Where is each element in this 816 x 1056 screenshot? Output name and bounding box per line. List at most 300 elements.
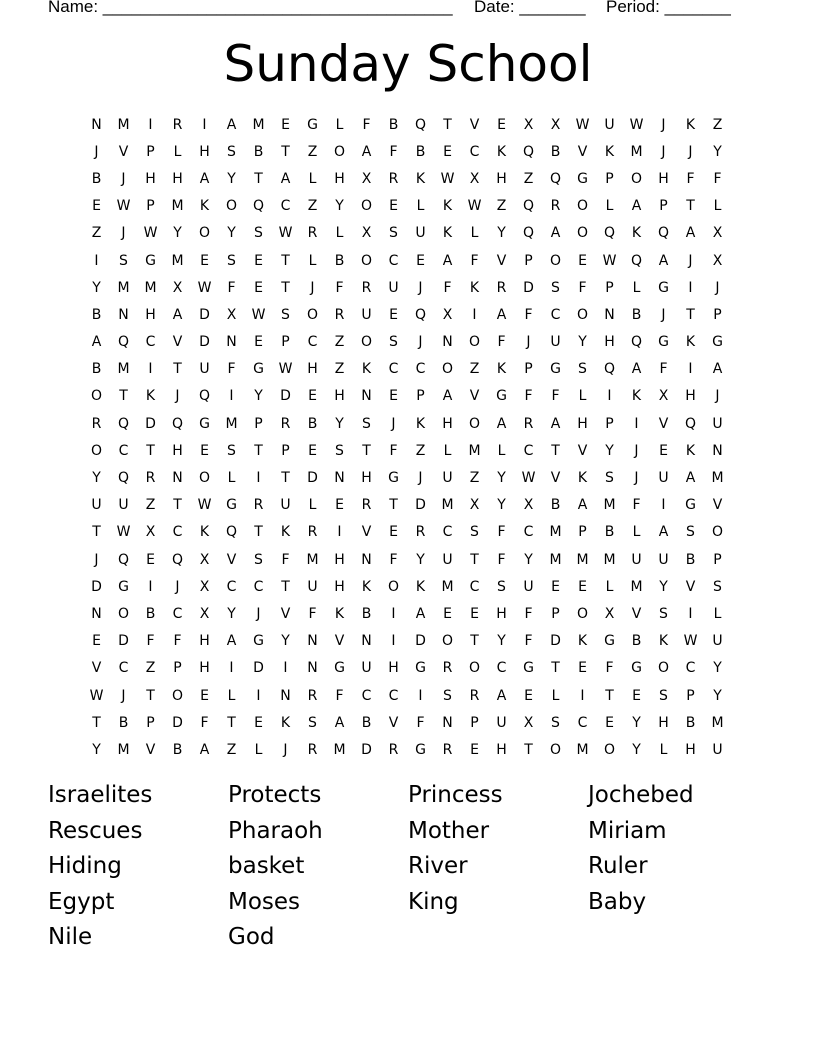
grid-letter: A xyxy=(361,143,372,160)
grid-letter: L xyxy=(254,741,263,758)
grid-letter: C xyxy=(442,524,453,541)
grid-letter: J xyxy=(121,170,126,187)
grid-letter: Q xyxy=(549,170,562,187)
grid-letter: B xyxy=(685,551,696,568)
grid-letter: V xyxy=(226,551,237,568)
grid-letter: Z xyxy=(145,497,156,514)
grid-letter: E xyxy=(200,442,209,459)
word-bank-item: Moses xyxy=(228,888,301,915)
grid-letter: T xyxy=(551,660,560,677)
grid-letter: Q xyxy=(171,415,184,432)
grid-letter: F xyxy=(281,551,290,568)
grid-letter: G xyxy=(523,660,534,677)
grid-letter: P xyxy=(524,361,533,378)
grid-letter: I xyxy=(688,279,693,296)
grid-letter: D xyxy=(118,633,129,650)
grid-letter: E xyxy=(470,605,479,622)
grid-letter: A xyxy=(442,252,453,269)
grid-letter: K xyxy=(334,605,345,622)
grid-letter: W xyxy=(440,170,455,187)
grid-letter: F xyxy=(173,633,182,650)
grid-letter: T xyxy=(254,524,263,541)
grid-letter: S xyxy=(605,470,614,487)
grid-letter: C xyxy=(388,361,399,378)
grid-letter: W xyxy=(116,198,131,215)
grid-letter: P xyxy=(173,660,182,677)
name-field-label: Name: _____________________________________ xyxy=(48,0,453,16)
grid-letter: T xyxy=(119,388,128,405)
grid-letter: U xyxy=(712,633,723,650)
grid-letter: O xyxy=(117,605,130,622)
grid-letter: H xyxy=(145,170,156,187)
grid-letter: R xyxy=(91,415,102,432)
grid-letter: A xyxy=(685,225,696,242)
grid-letter: W xyxy=(278,225,293,242)
grid-letter: T xyxy=(389,497,398,514)
grid-letter: V xyxy=(388,714,399,731)
grid-letter: H xyxy=(145,306,156,323)
grid-letter: P xyxy=(605,279,614,296)
grid-letter: I xyxy=(202,116,207,133)
grid-letter: C xyxy=(172,605,183,622)
grid-letter: Q xyxy=(117,470,130,487)
grid-letter: H xyxy=(685,741,696,758)
grid-letter: N xyxy=(91,605,102,622)
grid-letter: A xyxy=(226,116,237,133)
grid-letter: Y xyxy=(335,415,344,432)
grid-letter: I xyxy=(94,252,99,269)
grid-letter: L xyxy=(632,279,641,296)
grid-letter: S xyxy=(497,578,506,595)
grid-letter: H xyxy=(442,415,453,432)
grid-letter: L xyxy=(416,198,425,215)
grid-letter: M xyxy=(333,741,346,758)
grid-letter: C xyxy=(280,198,291,215)
grid-letter: H xyxy=(685,388,696,405)
grid-letter: Y xyxy=(659,578,668,595)
grid-letter: X xyxy=(172,279,183,296)
grid-letter: F xyxy=(551,388,560,405)
grid-letter: R xyxy=(442,741,453,758)
grid-letter: X xyxy=(361,225,372,242)
grid-letter: O xyxy=(360,252,373,269)
grid-letter: Y xyxy=(227,605,236,622)
grid-letter: Z xyxy=(226,741,237,758)
grid-letter: E xyxy=(254,279,263,296)
grid-letter: M xyxy=(225,415,238,432)
grid-letter: O xyxy=(468,660,481,677)
grid-letter: J xyxy=(688,252,693,269)
grid-letter: O xyxy=(90,442,103,459)
grid-letter: B xyxy=(361,714,372,731)
grid-letter: E xyxy=(92,198,101,215)
grid-letter: J xyxy=(634,470,639,487)
grid-letter: V xyxy=(496,252,507,269)
grid-letter: X xyxy=(712,225,723,242)
grid-letter: Q xyxy=(522,143,535,160)
grid-letter: B xyxy=(631,633,642,650)
grid-letter: Z xyxy=(469,361,480,378)
grid-letter: Y xyxy=(92,470,101,487)
grid-letter: P xyxy=(146,143,155,160)
grid-letter: O xyxy=(603,741,616,758)
grid-letter: M xyxy=(441,578,454,595)
grid-letter: B xyxy=(415,143,426,160)
grid-letter: B xyxy=(91,361,102,378)
grid-letter: A xyxy=(496,415,507,432)
grid-letter: Z xyxy=(712,116,723,133)
grid-letter: F xyxy=(308,605,317,622)
grid-letter: Q xyxy=(603,225,616,242)
grid-letter: V xyxy=(469,388,480,405)
grid-letter: M xyxy=(144,279,157,296)
grid-letter: H xyxy=(496,170,507,187)
grid-letter: C xyxy=(307,334,318,351)
grid-letter: D xyxy=(361,741,372,758)
grid-letter: F xyxy=(389,442,398,459)
grid-letter: L xyxy=(173,143,182,160)
grid-letter: T xyxy=(254,170,263,187)
grid-letter: J xyxy=(121,687,126,704)
grid-letter: E xyxy=(578,252,587,269)
grid-letter: T xyxy=(146,442,155,459)
grid-letter: F xyxy=(200,714,209,731)
grid-letter: B xyxy=(118,714,129,731)
grid-letter: W xyxy=(197,279,212,296)
grid-letter: Q xyxy=(171,551,184,568)
grid-letter: Y xyxy=(497,225,506,242)
grid-letter: U xyxy=(307,578,318,595)
grid-letter: R xyxy=(307,225,318,242)
grid-letter: H xyxy=(307,361,318,378)
grid-letter: E xyxy=(389,306,398,323)
grid-letter: X xyxy=(523,116,534,133)
grid-letter: F xyxy=(524,388,533,405)
grid-letter: T xyxy=(470,633,479,650)
grid-letter: N xyxy=(91,116,102,133)
grid-letter: W xyxy=(251,306,266,323)
grid-letter: E xyxy=(551,578,560,595)
grid-letter: B xyxy=(334,252,345,269)
grid-letter: G xyxy=(550,361,561,378)
grid-letter: A xyxy=(496,306,507,323)
grid-letter: F xyxy=(497,524,506,541)
grid-letter: F xyxy=(470,252,479,269)
grid-letter: U xyxy=(550,334,561,351)
grid-letter: W xyxy=(683,633,698,650)
grid-letter: T xyxy=(173,361,182,378)
grid-letter: H xyxy=(199,660,210,677)
grid-letter: N xyxy=(712,442,723,459)
grid-letter: T xyxy=(146,687,155,704)
grid-letter: G xyxy=(577,170,588,187)
grid-letter: A xyxy=(199,170,210,187)
grid-letter: K xyxy=(442,198,453,215)
grid-letter: Y xyxy=(281,633,290,650)
grid-letter: S xyxy=(551,714,560,731)
grid-letter: S xyxy=(713,578,722,595)
grid-letter: I xyxy=(148,116,153,133)
grid-letter: G xyxy=(307,116,318,133)
grid-letter: Z xyxy=(145,660,156,677)
grid-letter: L xyxy=(335,225,344,242)
grid-letter: F xyxy=(227,361,236,378)
grid-letter: O xyxy=(171,687,184,704)
grid-letter: V xyxy=(334,633,345,650)
grid-letter: E xyxy=(659,442,668,459)
grid-letter: N xyxy=(118,306,129,323)
grid-letter: Y xyxy=(497,497,506,514)
grid-letter: Q xyxy=(252,198,265,215)
grid-letter: O xyxy=(198,470,211,487)
grid-letter: O xyxy=(468,334,481,351)
grid-letter: T xyxy=(605,687,614,704)
grid-letter: T xyxy=(254,442,263,459)
grid-letter: F xyxy=(227,279,236,296)
grid-letter: I xyxy=(688,361,693,378)
grid-letter: H xyxy=(199,633,210,650)
grid-letter: D xyxy=(91,578,102,595)
grid-letter: R xyxy=(550,198,561,215)
grid-letter: A xyxy=(712,361,723,378)
grid-letter: P xyxy=(713,551,722,568)
grid-letter: S xyxy=(281,306,290,323)
grid-letter: G xyxy=(253,633,264,650)
grid-letter: I xyxy=(472,306,477,323)
grid-letter: K xyxy=(631,225,642,242)
grid-letter: U xyxy=(712,741,723,758)
grid-letter: F xyxy=(578,279,587,296)
grid-letter: N xyxy=(361,551,372,568)
grid-letter: V xyxy=(577,143,588,160)
word-bank-item: Nile xyxy=(48,924,93,950)
grid-letter: N xyxy=(361,633,372,650)
grid-letter: C xyxy=(226,578,237,595)
grid-letter: N xyxy=(334,470,345,487)
word-bank-item: Mother xyxy=(408,817,490,844)
word-bank-item: Protects xyxy=(228,782,322,808)
grid-letter: W xyxy=(629,116,644,133)
grid-letter: K xyxy=(145,388,156,405)
grid-letter: K xyxy=(442,225,453,242)
grid-letter: P xyxy=(146,198,155,215)
grid-letter: Y xyxy=(524,551,533,568)
grid-letter: Y xyxy=(713,143,722,160)
grid-letter: G xyxy=(685,497,696,514)
grid-letter: J xyxy=(175,578,180,595)
grid-letter: O xyxy=(576,605,589,622)
grid-letter: Z xyxy=(496,198,507,215)
grid-letter: L xyxy=(308,252,317,269)
grid-letter: Y xyxy=(713,660,722,677)
grid-letter: H xyxy=(172,442,183,459)
grid-letter: K xyxy=(199,524,210,541)
grid-letter: G xyxy=(658,334,669,351)
grid-letter: O xyxy=(549,741,562,758)
grid-letter: Q xyxy=(522,225,535,242)
grid-letter: N xyxy=(307,660,318,677)
grid-letter: F xyxy=(524,306,533,323)
grid-letter: M xyxy=(549,551,562,568)
grid-letter: A xyxy=(550,415,561,432)
grid-letter: B xyxy=(604,524,615,541)
grid-letter: U xyxy=(415,225,426,242)
grid-letter: I xyxy=(337,524,342,541)
grid-letter: W xyxy=(197,497,212,514)
grid-letter: R xyxy=(280,415,291,432)
grid-letter: E xyxy=(146,551,155,568)
grid-letter: E xyxy=(443,605,452,622)
grid-letter: O xyxy=(306,306,319,323)
grid-letter: Y xyxy=(335,198,344,215)
grid-letter: X xyxy=(199,605,210,622)
grid-letter: E xyxy=(200,687,209,704)
word-bank-item: Ruler xyxy=(588,853,648,879)
grid-letter: P xyxy=(713,306,722,323)
grid-letter: M xyxy=(252,116,265,133)
grid-letter: Y xyxy=(92,741,101,758)
grid-letter: I xyxy=(391,633,396,650)
grid-letter: V xyxy=(361,524,372,541)
grid-letter: S xyxy=(659,687,668,704)
grid-letter: F xyxy=(389,143,398,160)
grid-letter: G xyxy=(631,660,642,677)
grid-letter: D xyxy=(199,334,210,351)
grid-letter: E xyxy=(416,252,425,269)
grid-letter: S xyxy=(254,551,263,568)
grid-letter: P xyxy=(551,605,560,622)
grid-letter: T xyxy=(551,442,560,459)
grid-letter: H xyxy=(388,660,399,677)
grid-letter: Q xyxy=(684,415,697,432)
grid-letter: K xyxy=(496,361,507,378)
grid-letter: M xyxy=(630,143,643,160)
grid-letter: T xyxy=(686,198,695,215)
grid-letter: E xyxy=(308,388,317,405)
grid-letter: V xyxy=(685,578,696,595)
grid-letter: S xyxy=(308,714,317,731)
grid-letter: P xyxy=(605,415,614,432)
grid-letter: X xyxy=(199,551,210,568)
grid-letter: L xyxy=(659,741,668,758)
grid-letter: U xyxy=(388,279,399,296)
grid-letter: T xyxy=(686,306,695,323)
grid-letter: B xyxy=(145,605,156,622)
grid-letter: B xyxy=(172,741,183,758)
grid-letter: I xyxy=(256,687,261,704)
grid-letter: F xyxy=(416,714,425,731)
grid-letter: X xyxy=(469,170,480,187)
grid-letter: J xyxy=(418,279,423,296)
grid-letter: X xyxy=(658,388,669,405)
grid-letter: O xyxy=(360,334,373,351)
grid-letter: N xyxy=(307,633,318,650)
grid-letter: F xyxy=(497,334,506,351)
grid-letter: H xyxy=(334,388,345,405)
grid-letter: G xyxy=(334,660,345,677)
grid-letter: P xyxy=(146,714,155,731)
grid-letter: R xyxy=(145,470,156,487)
grid-letter: B xyxy=(307,415,318,432)
grid-letter: A xyxy=(226,633,237,650)
grid-letter: U xyxy=(712,415,723,432)
grid-letter: A xyxy=(442,388,453,405)
grid-letter: D xyxy=(523,279,534,296)
grid-letter: T xyxy=(281,252,290,269)
grid-letter: C xyxy=(253,578,264,595)
grid-letter: D xyxy=(550,633,561,650)
grid-letter: K xyxy=(604,143,615,160)
grid-letter: F xyxy=(686,170,695,187)
grid-letter: X xyxy=(469,497,480,514)
grid-letter: P xyxy=(416,388,425,405)
grid-letter: K xyxy=(496,143,507,160)
grid-letter: S xyxy=(686,524,695,541)
grid-letter: J xyxy=(418,470,423,487)
grid-letter: I xyxy=(229,388,234,405)
grid-letter: B xyxy=(550,143,561,160)
word-bank-item: King xyxy=(408,888,459,915)
grid-letter: E xyxy=(578,578,587,595)
grid-letter: T xyxy=(227,714,236,731)
grid-letter: C xyxy=(415,361,426,378)
word-bank-item: Pharaoh xyxy=(228,817,323,844)
grid-letter: M xyxy=(117,361,130,378)
grid-letter: W xyxy=(575,116,590,133)
grid-letter: T xyxy=(92,524,101,541)
grid-letter: K xyxy=(361,578,372,595)
grid-letter: E xyxy=(524,687,533,704)
grid-letter: A xyxy=(415,605,426,622)
grid-letter: M xyxy=(441,497,454,514)
grid-letter: A xyxy=(658,252,669,269)
word-bank-item: Egypt xyxy=(48,888,115,915)
grid-letter: Z xyxy=(91,225,102,242)
grid-letter: F xyxy=(443,279,452,296)
grid-letter: A xyxy=(199,741,210,758)
grid-letter: I xyxy=(580,687,585,704)
grid-letter: J xyxy=(418,334,423,351)
grid-letter: Y xyxy=(173,225,182,242)
grid-letter: K xyxy=(469,279,480,296)
grid-letter: H xyxy=(334,578,345,595)
grid-letter: V xyxy=(658,415,669,432)
grid-letter: O xyxy=(657,660,670,677)
grid-letter: Q xyxy=(630,334,643,351)
grid-letter: L xyxy=(335,116,344,133)
grid-letter: P xyxy=(281,442,290,459)
grid-letter: E xyxy=(254,714,263,731)
grid-letter: I xyxy=(148,361,153,378)
grid-letter: E xyxy=(308,442,317,459)
grid-letter: U xyxy=(442,470,453,487)
grid-letter: L xyxy=(443,442,452,459)
grid-letter: M xyxy=(630,578,643,595)
grid-letter: N xyxy=(442,714,453,731)
word-bank-item: Princess xyxy=(408,782,503,808)
grid-letter: I xyxy=(391,605,396,622)
grid-letter: Z xyxy=(523,170,534,187)
grid-letter: R xyxy=(496,279,507,296)
grid-letter: M xyxy=(603,551,616,568)
grid-letter: K xyxy=(415,170,426,187)
grid-letter: J xyxy=(661,143,666,160)
grid-letter: J xyxy=(634,442,639,459)
grid-letter: L xyxy=(497,442,506,459)
grid-letter: P xyxy=(254,415,263,432)
grid-letter: K xyxy=(415,415,426,432)
word-bank-item: Rescues xyxy=(48,817,143,844)
